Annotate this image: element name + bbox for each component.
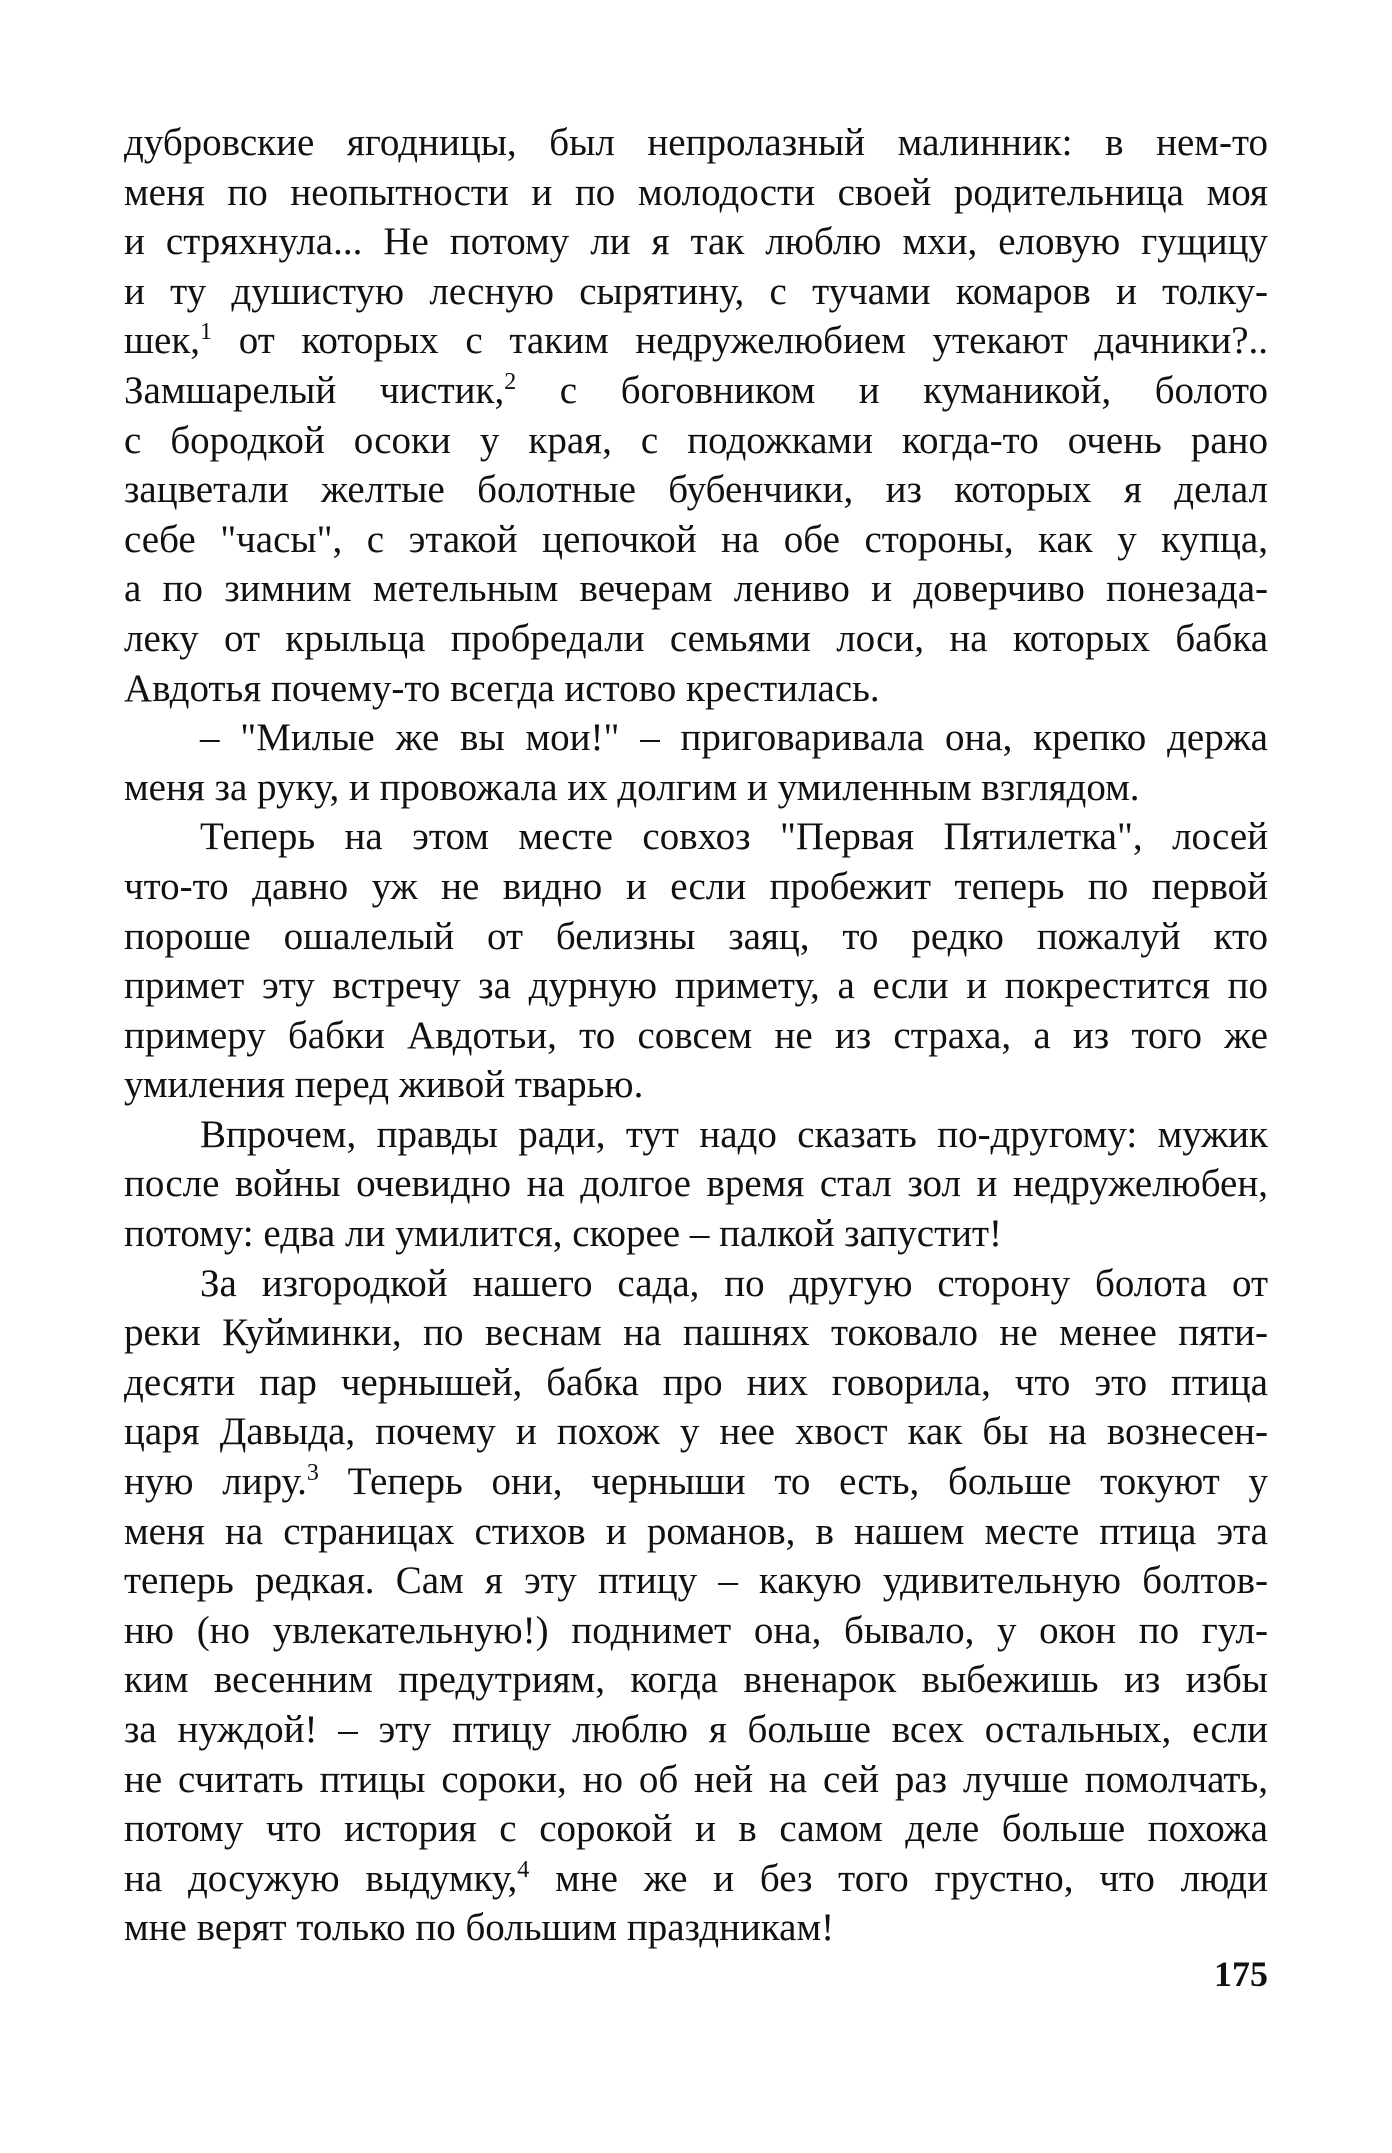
text-run: ким весенним предутриям, когда вненарок выбежишь из избы xyxy=(124,1658,1268,1702)
text-run: пороше ошалелый от белизны заяц, то редко пожалуй кто xyxy=(124,914,1268,958)
text-line xyxy=(124,763,1268,813)
footnote-marker: 4 xyxy=(517,1856,530,1883)
text-run: меня по неопытности и по молодости своей родительница моя xyxy=(124,170,1268,214)
text-line xyxy=(124,1457,1268,1507)
text-line xyxy=(124,267,1268,317)
text-line xyxy=(124,316,1268,366)
text-run: а по зимним метельным вечерам лениво и доверчиво понезада- xyxy=(124,567,1268,611)
text-line xyxy=(124,614,1268,664)
text-run: с бородкой осоки у края, с подожками когда-то очень рано xyxy=(124,418,1268,462)
footnote-marker: 1 xyxy=(200,319,213,346)
text-line xyxy=(124,1556,1268,1606)
text-run: потому: едва ли умилится, скорее – палкой запустит! xyxy=(124,1212,1003,1256)
text-line xyxy=(124,1903,1268,1953)
text-line xyxy=(124,1407,1268,1457)
text-line xyxy=(124,416,1268,466)
text-line xyxy=(124,1854,1268,1904)
text-run: ную лиру. xyxy=(124,1460,307,1504)
text-line xyxy=(124,862,1268,912)
body-text xyxy=(124,118,1268,1953)
footnote-marker: 2 xyxy=(504,368,517,395)
text-line xyxy=(124,1755,1268,1805)
text-run: Авдотья почему-то всегда истово крестилась. xyxy=(124,666,880,710)
text-line xyxy=(124,664,1268,714)
page-number: 175 xyxy=(1214,1954,1268,1994)
text-run: от которых с таким недружелюбием утекают дачники?.. xyxy=(212,319,1268,363)
text-line xyxy=(124,1358,1268,1408)
text-run: мне же и без того грустно, что люди xyxy=(529,1856,1269,1900)
text-line xyxy=(124,1507,1268,1557)
text-run: меня за руку, и провожала их долгим и умиленным взглядом. xyxy=(124,765,1140,809)
text-line xyxy=(124,912,1268,962)
text-run: Впрочем, правды ради, тут надо сказать по-другому: мужик xyxy=(200,1112,1268,1156)
text-run: примеру бабки Авдотьи, то совсем не из страха, а из того же xyxy=(124,1013,1268,1057)
text-line xyxy=(124,217,1268,267)
text-run: ню (но увлекательную!) поднимет она, бывало, у окон по гул- xyxy=(124,1608,1268,1652)
text-line xyxy=(124,1110,1268,1160)
text-run: умиления перед живой тварью. xyxy=(124,1063,644,1107)
paragraph xyxy=(124,713,1268,812)
text-line xyxy=(124,1060,1268,1110)
text-run: на досужую выдумку, xyxy=(124,1856,518,1900)
text-run: потому что история с сорокой и в самом деле больше похожа xyxy=(124,1807,1268,1851)
text-line xyxy=(124,1259,1268,1309)
text-run: царя Давыда, почему и похож у нее хвост как бы на вознесен- xyxy=(124,1410,1268,1454)
paragraph xyxy=(124,1259,1268,1953)
text-line xyxy=(124,1209,1268,1259)
text-run: Теперь они, черныши то есть, больше токуют у xyxy=(318,1460,1268,1504)
text-line xyxy=(124,1011,1268,1061)
text-run: не считать птицы сороки, но об ней на сей раз лучше помолчать, xyxy=(124,1757,1268,1801)
text-line xyxy=(124,1655,1268,1705)
text-line xyxy=(124,564,1268,614)
text-run: меня на страницах стихов и романов, в нашем месте птица эта xyxy=(124,1509,1268,1553)
text-line xyxy=(124,961,1268,1011)
text-run: шек, xyxy=(124,319,201,363)
text-run: теперь редкая. Сам я эту птицу – какую удивительную болтов- xyxy=(124,1559,1268,1603)
text-line xyxy=(124,515,1268,565)
text-run: и ту душистую лесную сырятину, с тучами комаров и толку- xyxy=(124,269,1268,313)
text-run: дубровские ягодницы, был непролазный малинник: в нем-то xyxy=(124,121,1268,164)
text-line xyxy=(124,1804,1268,1854)
paragraph xyxy=(124,118,1268,713)
text-run: после войны очевидно на долгое время стал зол и недружелюбен, xyxy=(124,1162,1268,1206)
text-line xyxy=(124,366,1268,416)
text-line xyxy=(124,1705,1268,1755)
text-line xyxy=(124,465,1268,515)
paragraph xyxy=(124,1110,1268,1259)
text-run: десяти пар чернышей, бабка про них говорила, что это птица xyxy=(124,1360,1268,1404)
text-line xyxy=(124,168,1268,218)
paragraph xyxy=(124,812,1268,1110)
text-line xyxy=(124,118,1268,168)
text-run: с боговником и куманикой, болото xyxy=(516,368,1268,412)
text-run: Замшарелый чистик, xyxy=(124,368,505,412)
text-run: зацветали желтые болотные бубенчики, из которых я делал xyxy=(124,468,1268,512)
text-line xyxy=(124,1159,1268,1209)
text-run: реки Куйминки, по веснам на пашнях токовало не менее пяти- xyxy=(124,1311,1268,1355)
text-run: мне верят только по большим праздникам! xyxy=(124,1906,835,1950)
text-run: Теперь на этом месте совхоз "Первая Пятилетка", лосей xyxy=(200,815,1268,859)
text-run: – "Милые же вы мои!" – приговаривала она, крепко держа xyxy=(200,716,1268,760)
text-run: За изгородкой нашего сада, по другую сторону болота от xyxy=(200,1261,1268,1305)
footnote-marker: 3 xyxy=(306,1460,319,1487)
text-run: леку от крыльца пробредали семьями лоси, на которых бабка xyxy=(124,616,1268,660)
text-line xyxy=(124,1308,1268,1358)
text-line xyxy=(124,812,1268,862)
text-run: и стряхнула... Не потому ли я так люблю мхи, еловую гущицу xyxy=(124,220,1268,264)
text-run: себе "часы", с этакой цепочкой на обе стороны, как у купца, xyxy=(124,517,1268,561)
text-run: за нуждой! – эту птицу люблю я больше всех остальных, если xyxy=(124,1708,1268,1751)
text-run: что-то давно уж не видно и если пробежит теперь по первой xyxy=(124,864,1268,908)
text-line xyxy=(124,1606,1268,1656)
text-run: примет эту встречу за дурную примету, а если и покрестится по xyxy=(124,964,1268,1008)
text-line xyxy=(124,713,1268,763)
